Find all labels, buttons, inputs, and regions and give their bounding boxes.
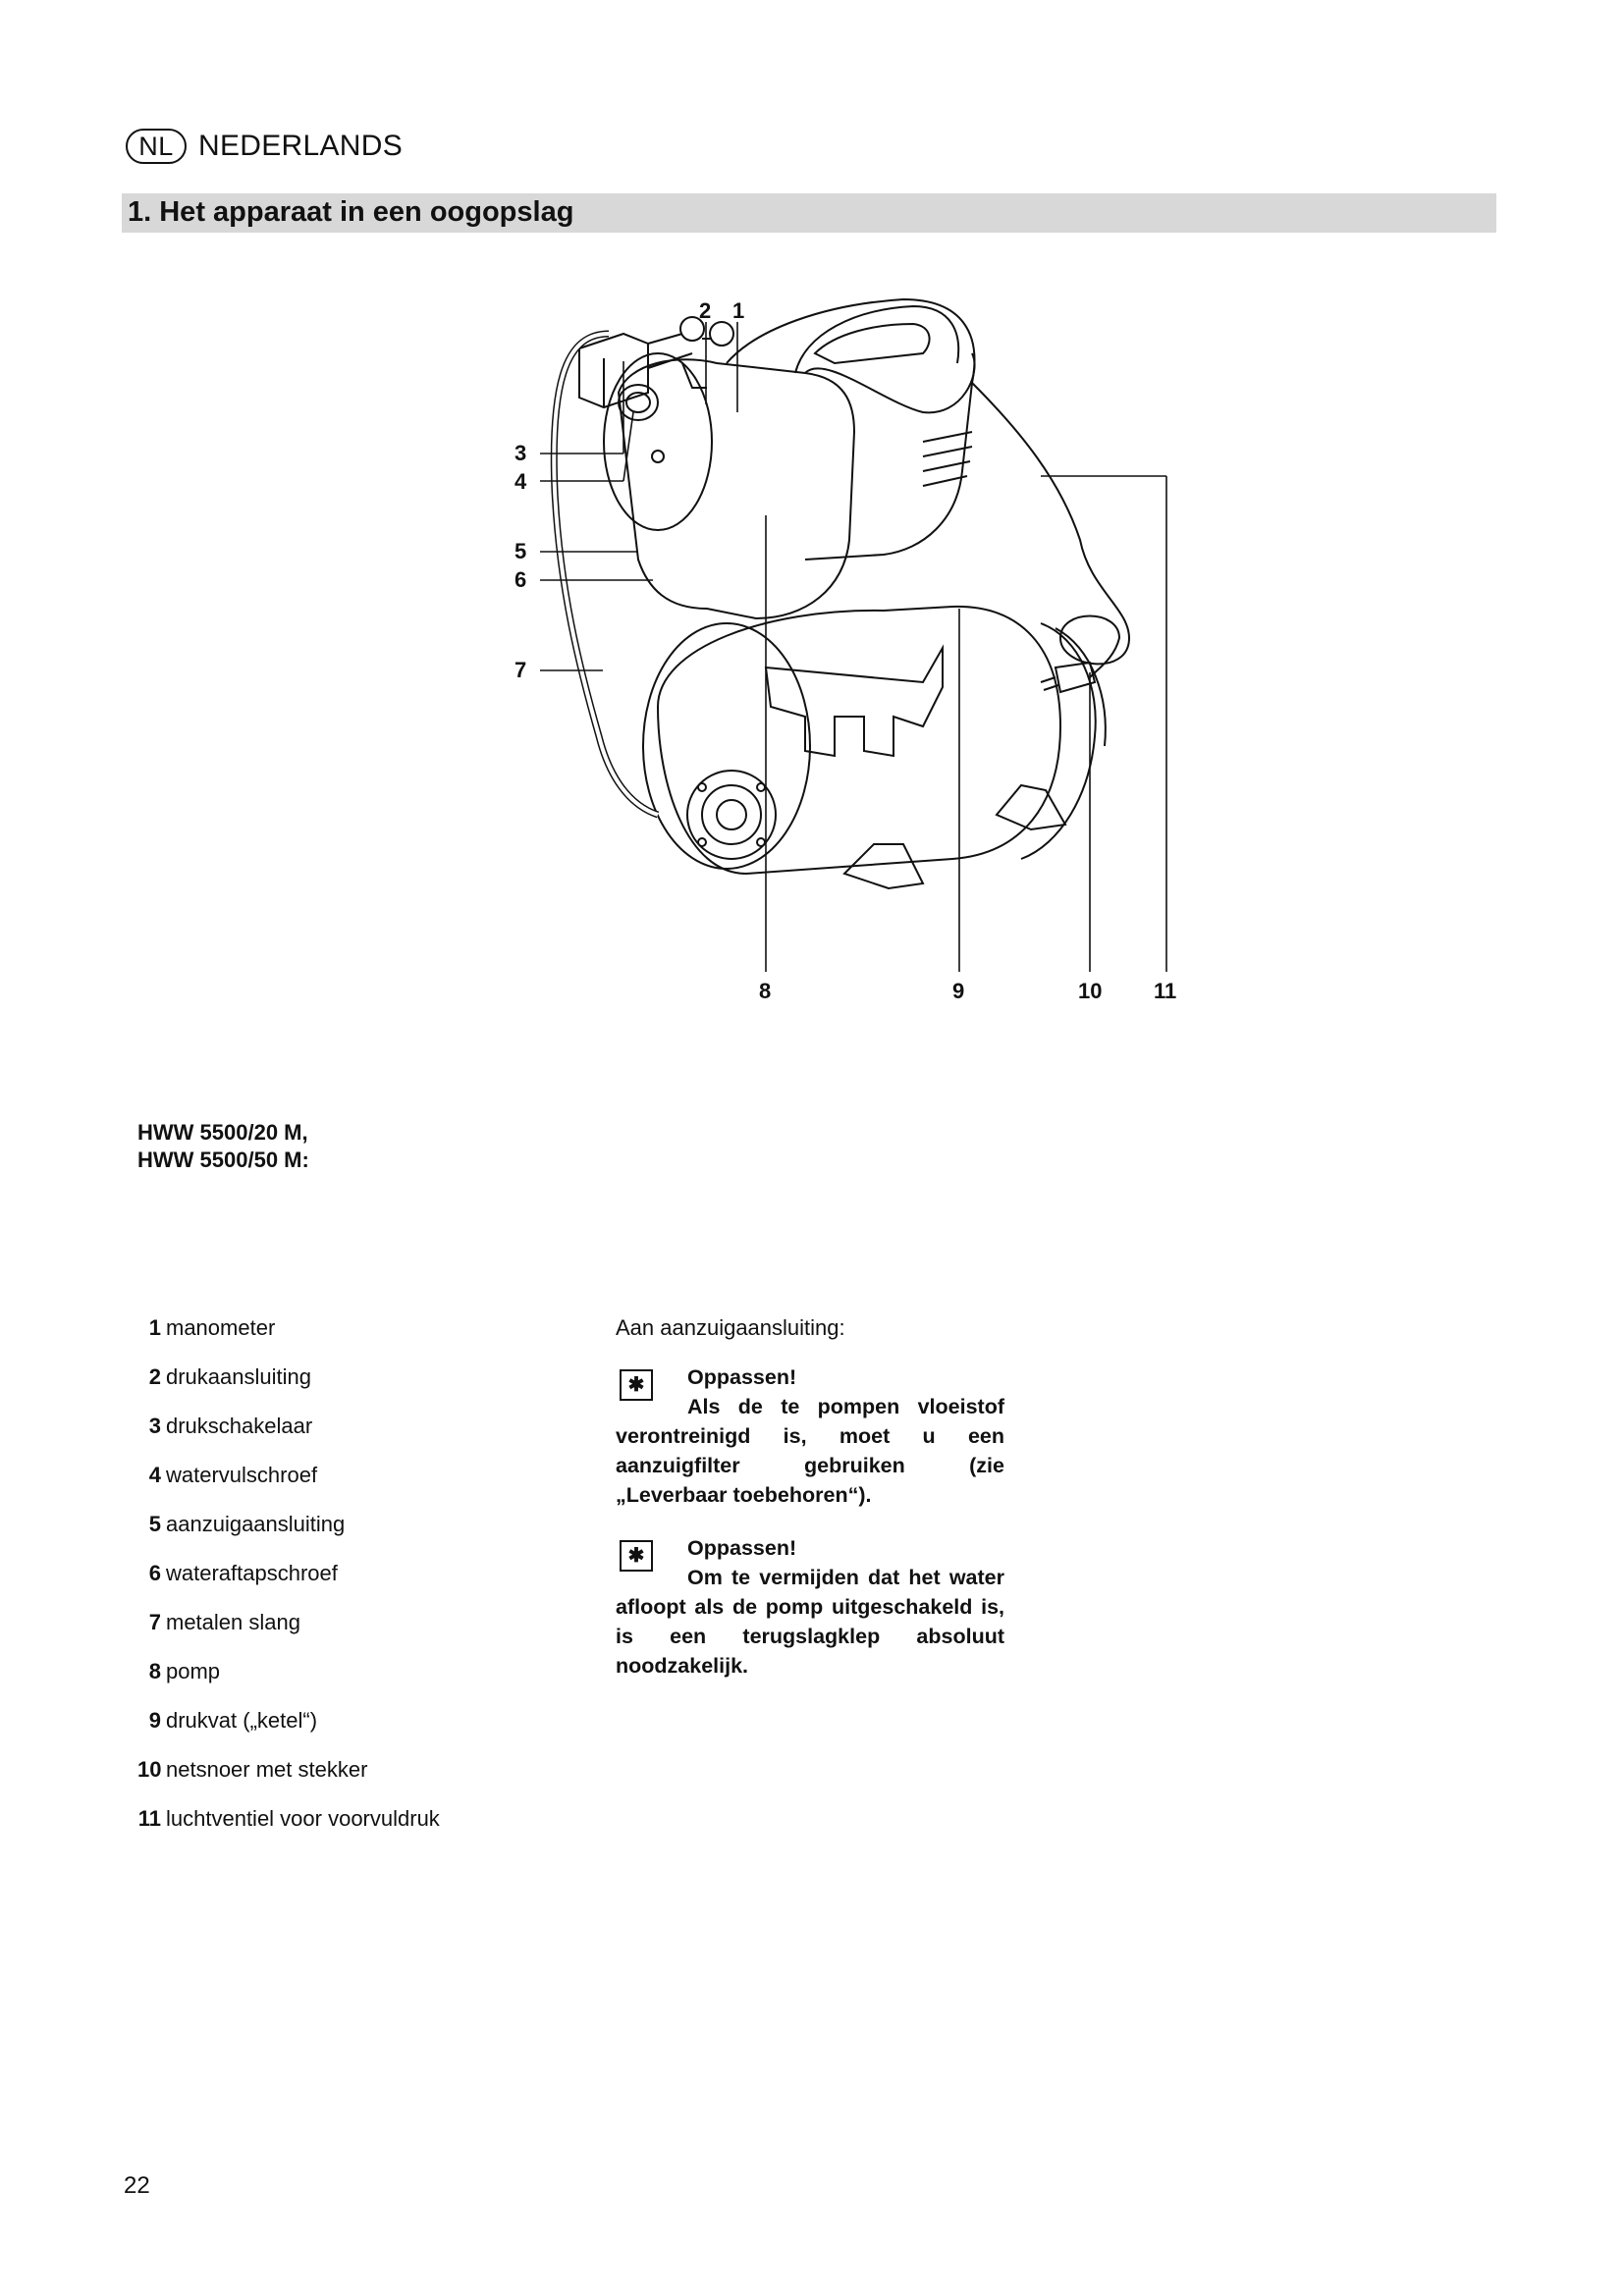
callout-10: 10 xyxy=(1078,979,1103,1003)
warning-title: Oppassen! xyxy=(687,1536,797,1560)
legend-label: drukschakelaar xyxy=(166,1414,313,1438)
callout-7: 7 xyxy=(514,658,527,682)
model-names xyxy=(137,1119,309,1174)
notes-column xyxy=(616,1315,1004,1704)
legend-item xyxy=(137,1610,569,1659)
notes-intro: Aan aanzuigaansluiting: xyxy=(616,1315,845,1340)
legend-number: 3 xyxy=(148,1414,161,1438)
page-number: 22 xyxy=(124,2172,150,2199)
legend-number: 4 xyxy=(148,1463,161,1487)
warning-text-content: Om te vermijden dat het water afloopt als de pomp uitgeschakeld is, is een terugslagklep absoluut noodzakelijk. xyxy=(616,1566,1004,1678)
legend-item xyxy=(137,1414,569,1463)
legend-item xyxy=(137,1659,569,1708)
warning-block-2 xyxy=(616,1533,1004,1681)
callout-8: 8 xyxy=(759,979,772,1003)
callout-3: 3 xyxy=(514,441,527,465)
legend-label: luchtventiel voor voorvuldruk xyxy=(166,1806,440,1831)
section-heading-bar xyxy=(122,193,1496,233)
warning-icon: ✱ xyxy=(620,1540,653,1572)
legend-number: 11 xyxy=(137,1806,161,1831)
legend-number: 9 xyxy=(148,1708,161,1733)
warning-title: Oppassen! xyxy=(687,1365,797,1389)
legend-number: 5 xyxy=(148,1512,161,1536)
legend-number: 7 xyxy=(148,1610,161,1634)
pump-illustration xyxy=(511,294,1218,1021)
legend-number: 2 xyxy=(148,1364,161,1389)
warning-icon: ✱ xyxy=(620,1369,653,1401)
legend-item xyxy=(137,1806,569,1855)
pump-body xyxy=(604,353,854,618)
legend-label: netsnoer met stekker xyxy=(166,1757,368,1782)
legend-label: watervulschroef xyxy=(166,1463,318,1487)
pressure-vessel xyxy=(643,607,1106,874)
callout-2: 2 xyxy=(699,298,712,323)
section-title: 1. Het apparaat in een oogopslag xyxy=(128,196,574,228)
legend-label: drukaansluiting xyxy=(166,1364,311,1389)
legend-number: 8 xyxy=(148,1659,161,1683)
legend-label: wateraftapschroef xyxy=(166,1561,338,1585)
legend-number: 1 xyxy=(148,1315,161,1340)
warning-text-content: Als de te pompen vloeistof verontreinigd is, moet u een aanzuigfilter gebruiken (zie „Leverbaar toebehoren“). xyxy=(616,1395,1004,1507)
model-line-1: HWW 5500/20 M, xyxy=(137,1120,308,1145)
language-name: NEDERLANDS xyxy=(198,130,404,162)
manifold xyxy=(648,317,733,388)
callout-5: 5 xyxy=(514,539,527,563)
warning-text xyxy=(616,1563,1004,1681)
legend-item xyxy=(137,1757,569,1806)
legend-label: manometer xyxy=(166,1315,276,1340)
legend-item xyxy=(137,1708,569,1757)
language-code-badge: NL xyxy=(126,129,187,164)
language-header xyxy=(126,129,403,164)
callout-6: 6 xyxy=(514,567,527,592)
legend-item xyxy=(137,1315,569,1364)
legend-label: drukvat („ketel“) xyxy=(166,1708,318,1733)
callout-1: 1 xyxy=(732,298,745,323)
legend-label: pomp xyxy=(166,1659,221,1683)
legend-number: 10 xyxy=(137,1757,162,1782)
legend-item xyxy=(137,1512,569,1561)
power-cord xyxy=(972,383,1129,677)
callout-9: 9 xyxy=(952,979,965,1003)
pump-bracket xyxy=(766,648,943,756)
callout-11: 11 xyxy=(1154,979,1177,1003)
warning-text xyxy=(616,1392,1004,1510)
callout-4: 4 xyxy=(514,469,527,494)
tank-flange xyxy=(687,771,776,859)
legend-item xyxy=(137,1364,569,1414)
power-plug xyxy=(1041,663,1095,692)
legend-item xyxy=(137,1463,569,1512)
legend-number: 6 xyxy=(148,1561,161,1585)
legend-item xyxy=(137,1561,569,1610)
warning-block-1 xyxy=(616,1362,1004,1510)
legend-label: aanzuigaansluiting xyxy=(166,1512,346,1536)
model-line-2: HWW 5500/50 M: xyxy=(137,1148,309,1172)
parts-legend xyxy=(137,1315,569,1855)
legend-label: metalen slang xyxy=(166,1610,300,1634)
